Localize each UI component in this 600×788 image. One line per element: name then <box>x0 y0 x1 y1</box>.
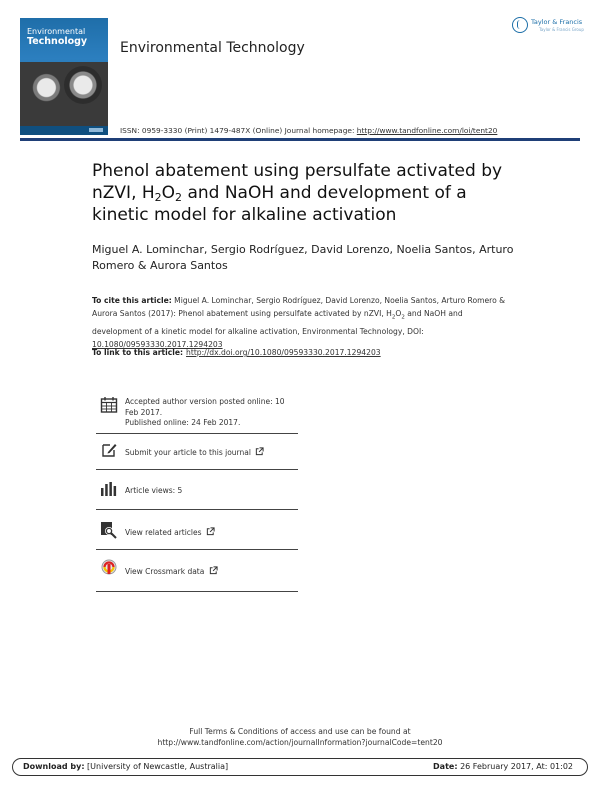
terms-note <box>0 726 600 748</box>
terms-url-link[interactable]: http://www.tandfonline.com/action/journalInformation?journalCode=tent20 <box>157 738 443 747</box>
external-link-icon <box>209 566 218 575</box>
article-authors: Miguel A. Lominchar, Sergio Rodríguez, David Lorenzo, Noelia Santos, Arturo Romero & Aurora Santos <box>92 243 514 272</box>
bar-chart-icon <box>100 480 118 498</box>
crossmark-link[interactable]: View Crossmark data <box>125 566 218 578</box>
issn-line <box>120 126 497 135</box>
link-label: To link to this article: <box>92 348 184 357</box>
publisher-logo-icon <box>512 17 528 33</box>
cover-artwork-circle <box>64 66 102 104</box>
article-views: Article views: 5 <box>125 486 183 495</box>
download-info-bar <box>12 758 588 776</box>
external-link-icon <box>206 527 215 536</box>
article-info-panel <box>96 392 298 592</box>
related-articles-icon <box>100 521 118 539</box>
header-divider <box>20 138 580 141</box>
article-url-link[interactable]: http://dx.doi.org/10.1080/09593330.2017.1294203 <box>186 348 381 357</box>
cover-title-line1: Environmental <box>27 27 86 36</box>
accepted-row <box>96 392 298 434</box>
publisher-logo <box>510 16 588 38</box>
edit-icon <box>100 441 118 459</box>
journal-cover-image <box>20 18 108 135</box>
download-date: Date: 26 February 2017, At: 01:02 <box>433 762 573 771</box>
views-row <box>96 470 298 510</box>
related-row[interactable] <box>96 510 298 550</box>
cover-title-line2: Technology <box>27 36 88 47</box>
calendar-icon <box>100 396 118 414</box>
terms-line1: Full Terms & Conditions of access and use can be found at <box>189 727 411 736</box>
issn-text: ISSN: 0959-3330 (Print) 1479-487X (Online) Journal homepage: <box>120 126 357 135</box>
article-title: Phenol abatement using persulfate activated by nZVI, $H_2O_2$ and NaOH and development of a kinetic model for alkaline activation <box>92 161 503 225</box>
citation-label: To cite this article: <box>92 296 172 305</box>
article-link-line <box>92 348 381 357</box>
submit-row[interactable] <box>96 434 298 470</box>
downloaded-by: Download by: [University of Newcastle, Australia] <box>23 762 229 771</box>
journal-name[interactable]: Environmental Technology <box>120 40 305 56</box>
related-articles-link[interactable]: View related articles <box>125 527 215 539</box>
publisher-logo-group: Taylor & Francis Group <box>539 27 584 32</box>
publisher-logo-name: Taylor & Francis <box>531 18 583 26</box>
crossmark-row[interactable] <box>96 550 298 592</box>
journal-homepage-link[interactable]: http://www.tandfonline.com/loi/tent20 <box>356 126 498 135</box>
crossmark-icon <box>100 559 118 577</box>
cover-title <box>27 27 87 47</box>
accepted-text: Accepted author version posted online: 10 Feb 2017. Published online: 24 Feb 2017. <box>125 397 285 427</box>
cover-footer <box>20 126 108 135</box>
doi-link[interactable]: 10.1080/09593330.2017.1294203 <box>92 339 223 349</box>
citation-block: To cite this article: Miguel A. Lominchar, Sergio Rodríguez, David Lorenzo, Noelia Santos, Arturo Romero & Aurora Santos (2017): Phenol abatement using persulfate activated by nZVI, $H_2O_2$ and NaOH and development of a kinetic model for alkaline activation, Environmental Technology, DOI: 10.1080/09593330.2017.1294203 <box>92 296 506 349</box>
external-link-icon <box>255 447 264 456</box>
submit-link[interactable]: Submit your article to this journal <box>125 447 264 459</box>
